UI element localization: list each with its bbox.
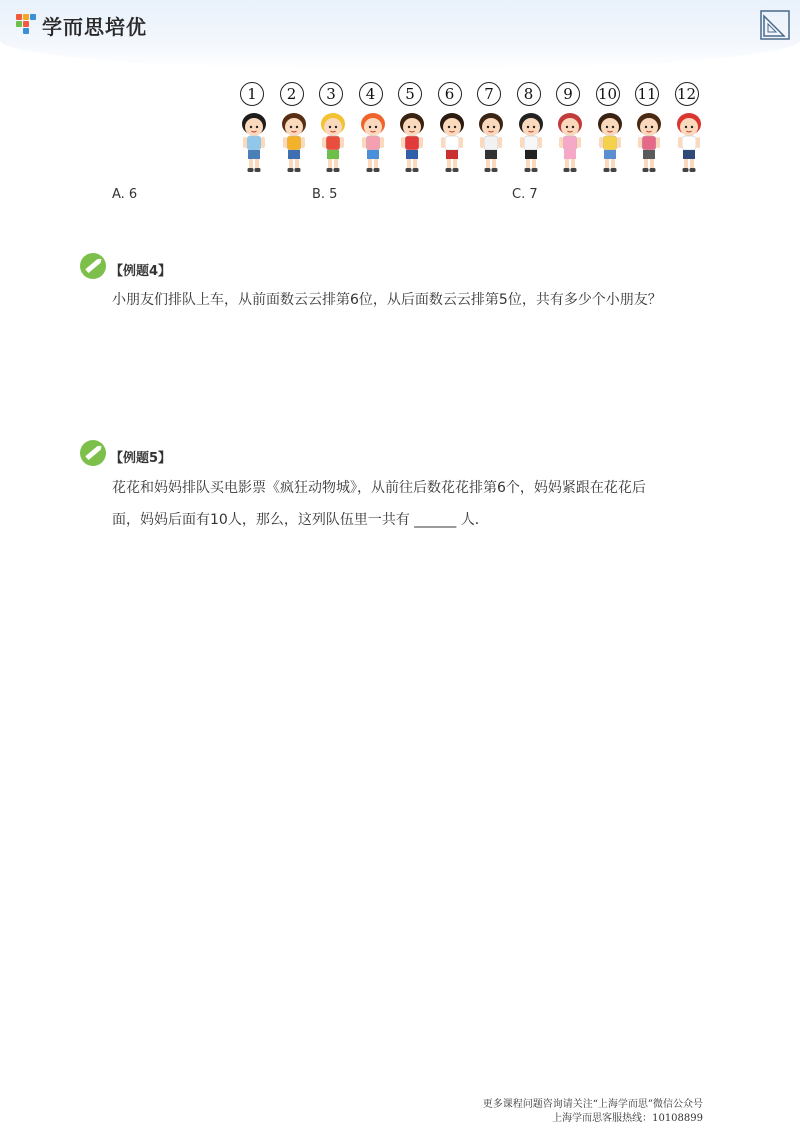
option-a: A. 6 bbox=[112, 187, 138, 202]
example-5-title: 【例题5】 bbox=[110, 451, 172, 466]
child-illustration bbox=[315, 110, 351, 176]
child-figure bbox=[671, 80, 707, 180]
child-illustration bbox=[434, 110, 470, 176]
position-number: 8 bbox=[517, 82, 541, 106]
option-b: B. 5 bbox=[312, 187, 338, 202]
option-c: C. 7 bbox=[512, 187, 538, 202]
pencil-badge-icon bbox=[80, 253, 106, 279]
footer-hotline: 上海学而思客服热线：10108899 bbox=[552, 1113, 703, 1124]
child-illustration bbox=[671, 110, 707, 176]
tal-logo-mark-icon bbox=[16, 12, 38, 38]
example-5-line-1: 花花和妈妈排队买电影票《疯狂动物城》，从前往后数花花排第6个，妈妈紧跟在花花后 bbox=[112, 480, 646, 496]
example-5-line-2: 面，妈妈后面有10人，那么，这列队伍里一共有 ______ 人． bbox=[112, 512, 489, 528]
children-lineup bbox=[236, 80, 712, 180]
ruler-triangle-icon bbox=[760, 10, 790, 40]
position-number: 5 bbox=[398, 82, 422, 106]
child-figure bbox=[315, 80, 351, 180]
position-number: 10 bbox=[596, 82, 620, 106]
child-figure bbox=[631, 80, 667, 180]
example-4-title: 【例题4】 bbox=[110, 264, 172, 279]
page-footer bbox=[483, 1098, 703, 1126]
position-number: 3 bbox=[319, 82, 343, 106]
example-4-text: 小朋友们排队上车，从前面数云云排第6位，从后面数云云排第5位，共有多少个小朋友？ bbox=[112, 292, 662, 308]
child-illustration bbox=[473, 110, 509, 176]
position-number: 4 bbox=[359, 82, 383, 106]
position-number: 9 bbox=[556, 82, 580, 106]
child-illustration bbox=[276, 110, 312, 176]
child-figure bbox=[236, 80, 272, 180]
child-illustration bbox=[394, 110, 430, 176]
child-figure bbox=[513, 80, 549, 180]
child-illustration bbox=[592, 110, 628, 176]
child-figure bbox=[276, 80, 312, 180]
child-figure bbox=[434, 80, 470, 180]
brand-name: 学而思培优 bbox=[42, 14, 147, 39]
position-number: 12 bbox=[675, 82, 699, 106]
child-illustration bbox=[552, 110, 588, 176]
position-number: 11 bbox=[635, 82, 659, 106]
child-illustration bbox=[355, 110, 391, 176]
child-figure bbox=[473, 80, 509, 180]
position-number: 2 bbox=[280, 82, 304, 106]
pencil-badge-icon bbox=[80, 440, 106, 466]
child-illustration bbox=[631, 110, 667, 176]
child-figure bbox=[355, 80, 391, 180]
position-number: 7 bbox=[477, 82, 501, 106]
child-illustration bbox=[236, 110, 272, 176]
child-figure bbox=[394, 80, 430, 180]
child-illustration bbox=[513, 110, 549, 176]
child-figure bbox=[552, 80, 588, 180]
brand-logo bbox=[16, 10, 147, 40]
footer-wechat-line: 更多课程问题咨询请关注“上海学而思”微信公众号 bbox=[482, 1099, 703, 1110]
child-figure bbox=[592, 80, 628, 180]
position-number: 1 bbox=[240, 82, 264, 106]
position-number: 6 bbox=[438, 82, 462, 106]
